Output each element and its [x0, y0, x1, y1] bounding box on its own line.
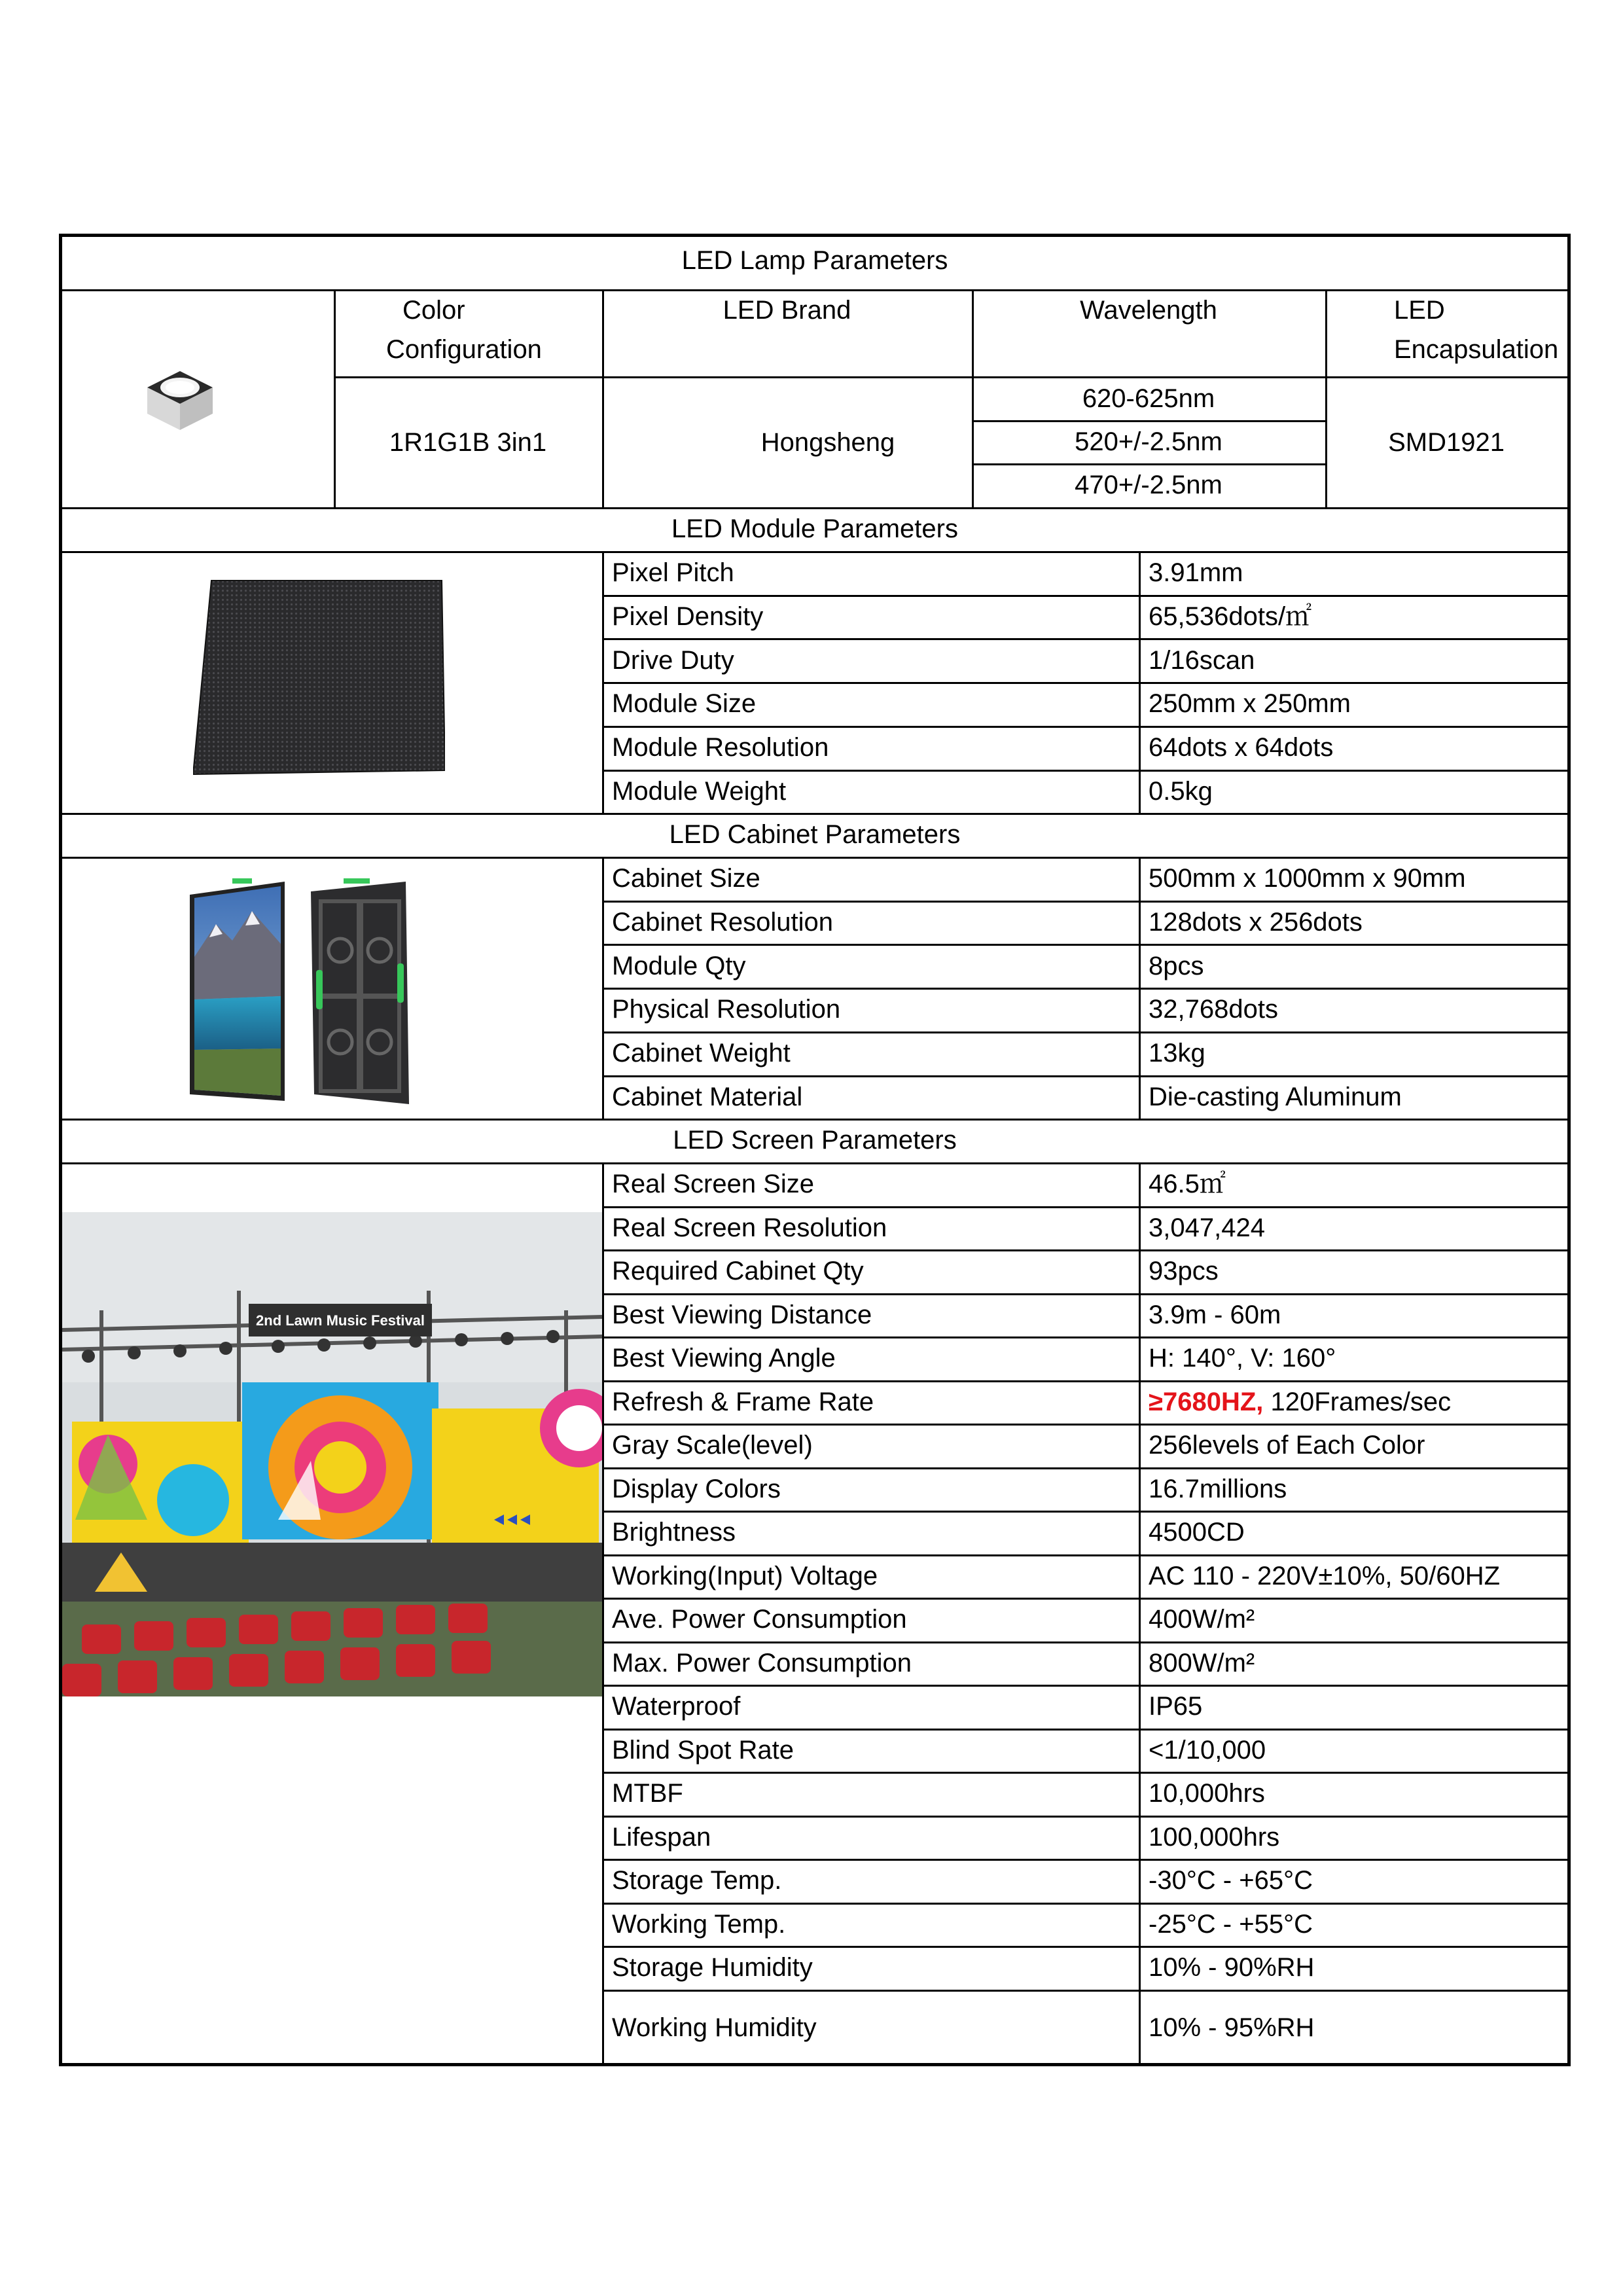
param-value-storage-humidity: 10% - 90%RH	[1149, 1953, 1315, 1982]
divider	[602, 1206, 1567, 1208]
divider	[602, 1511, 1567, 1513]
param-value-cabinet-material: Die-casting Aluminum	[1149, 1082, 1402, 1111]
param-label-blind-spot-rate: Blind Spot Rate	[612, 1735, 794, 1765]
header-color-config-line2: Configuration	[386, 335, 542, 364]
param-value-best-viewing-angle: H: 140°, V: 160°	[1149, 1344, 1336, 1373]
param-value-mtbf: 10,000hrs	[1149, 1779, 1265, 1808]
divider	[602, 1336, 1567, 1338]
divider	[62, 1119, 1567, 1121]
divider	[62, 289, 1567, 291]
divider	[62, 857, 1567, 859]
param-value-gray-scale-level: 256levels of Each Color	[1149, 1431, 1425, 1460]
divider	[602, 1598, 1567, 1600]
param-label-physical-resolution: Physical Resolution	[612, 995, 841, 1024]
param-value-working-humidity: 10% - 95%RH	[1149, 2013, 1315, 2042]
divider	[62, 1162, 1567, 1164]
param-value-cabinet-resolution: 128dots x 256dots	[1149, 908, 1363, 937]
param-label-module-size: Module Size	[612, 689, 757, 719]
param-label-storage-humidity: Storage Humidity	[612, 1953, 813, 1982]
param-value-brightness: 4500CD	[1149, 1518, 1245, 1547]
param-label-required-cabinet-qty: Required Cabinet Qty	[612, 1257, 864, 1286]
spec-sheet	[59, 234, 1571, 2066]
param-value-required-cabinet-qty: 93pcs	[1149, 1257, 1219, 1286]
param-value-waterproof: IP65	[1149, 1692, 1203, 1721]
param-value-working-input-voltage: AC 110 - 220V±10%, 50/60HZ	[1149, 1561, 1501, 1590]
param-value-module-size: 250mm x 250mm	[1149, 689, 1351, 719]
divider	[602, 1990, 1567, 1992]
divider	[602, 944, 1567, 946]
header-color-config-line1: Color	[402, 296, 465, 325]
divider	[334, 289, 336, 507]
divider	[602, 1162, 604, 2066]
param-label-cabinet-size: Cabinet Size	[612, 864, 760, 893]
divider	[602, 1641, 1567, 1643]
led-lamp-image	[144, 368, 216, 433]
param-value-blind-spot-rate: <1/10,000	[1149, 1735, 1266, 1765]
divider	[602, 1249, 1567, 1251]
divider	[602, 901, 1567, 903]
param-label-ave-power-consumption: Ave. Power Consumption	[612, 1605, 907, 1634]
param-label-lifespan: Lifespan	[612, 1822, 711, 1852]
param-label-cabinet-material: Cabinet Material	[612, 1082, 803, 1111]
param-label-pixel-pitch: Pixel Pitch	[612, 558, 734, 588]
param-value-display-colors: 16.7millions	[1149, 1474, 1287, 1503]
param-value-pixel-density: 65,536dots/㎡	[1149, 602, 1312, 632]
param-label-best-viewing-angle: Best Viewing Angle	[612, 1344, 836, 1373]
divider	[602, 595, 1567, 597]
param-label-working-input-voltage: Working(Input) Voltage	[612, 1561, 878, 1590]
param-value-storage-temp: -30°C - +65°C	[1149, 1866, 1313, 1895]
param-label-drive-duty: Drive Duty	[612, 645, 734, 675]
divider	[602, 682, 1567, 684]
param-label-gray-scale-level: Gray Scale(level)	[612, 1431, 813, 1460]
divider	[62, 507, 1567, 509]
screen-section-title: LED Screen Parameters	[673, 1126, 957, 1155]
param-value-module-weight: 0.5kg	[1149, 776, 1213, 806]
divider	[602, 638, 1567, 640]
param-label-module-weight: Module Weight	[612, 776, 787, 806]
divider	[602, 1772, 1567, 1774]
param-label-cabinet-weight: Cabinet Weight	[612, 1039, 791, 1068]
divider	[1325, 289, 1327, 507]
param-label-working-temp: Working Temp.	[612, 1909, 786, 1939]
param-label-working-humidity: Working Humidity	[612, 2013, 817, 2042]
param-label-waterproof: Waterproof	[612, 1692, 741, 1721]
param-label-real-screen-resolution: Real Screen Resolution	[612, 1213, 887, 1242]
param-label-real-screen-size: Real Screen Size	[612, 1170, 815, 1199]
param-value-max-power-consumption: 800W/m²	[1149, 1648, 1255, 1677]
header-encapsulation-line1: LED	[1394, 296, 1445, 325]
divider	[602, 988, 1567, 990]
param-value-pixel-pitch: 3.91mm	[1149, 558, 1243, 588]
param-value-ave-power-consumption: 400W/m²	[1149, 1605, 1255, 1634]
encapsulation-value: SMD1921	[1388, 428, 1505, 457]
stage-banner-text: 2nd Lawn Music Festival	[256, 1312, 425, 1329]
wavelength-red: 620-625nm	[1082, 384, 1215, 413]
divider	[602, 1685, 1567, 1687]
divider	[972, 420, 1325, 422]
wavelength-blue: 470+/-2.5nm	[1075, 471, 1222, 499]
param-label-storage-temp: Storage Temp.	[612, 1866, 782, 1895]
cabinet-section-title: LED Cabinet Parameters	[669, 820, 961, 849]
divider	[1139, 1162, 1141, 2066]
header-wavelength: Wavelength	[1080, 296, 1217, 325]
divider	[602, 1293, 1567, 1295]
param-label-best-viewing-distance: Best Viewing Distance	[612, 1300, 872, 1329]
param-label-max-power-consumption: Max. Power Consumption	[612, 1648, 912, 1677]
header-led-brand: LED Brand	[722, 296, 851, 325]
divider	[602, 1729, 1567, 1731]
param-value-refresh-frame-rate	[1149, 1386, 1451, 1418]
header-encapsulation-line2: Encapsulation	[1394, 335, 1559, 364]
module-section-title: LED Module Parameters	[671, 514, 958, 543]
param-value-module-qty: 8pcs	[1149, 951, 1204, 980]
param-value-module-resolution: 64dots x 64dots	[1149, 733, 1334, 762]
divider	[602, 1031, 1567, 1033]
frame-rate-text: 120Frames/sec	[1263, 1387, 1452, 1416]
divider	[602, 1380, 1567, 1382]
divider	[602, 1859, 1567, 1861]
divider	[334, 376, 1567, 378]
param-value-real-screen-resolution: 3,047,424	[1149, 1213, 1265, 1242]
stage-photo	[62, 1212, 602, 1696]
divider	[602, 726, 1567, 728]
led-module-image	[193, 579, 445, 776]
param-value-lifespan: 100,000hrs	[1149, 1822, 1280, 1852]
divider	[602, 1816, 1567, 1818]
param-value-real-screen-size: 46.5㎡	[1149, 1170, 1226, 1199]
divider	[62, 813, 1567, 815]
param-label-refresh-frame-rate: Refresh & Frame Rate	[612, 1387, 874, 1416]
led-cabinet-image	[187, 878, 465, 1107]
divider	[602, 1946, 1567, 1948]
param-value-best-viewing-distance: 3.9m - 60m	[1149, 1300, 1281, 1329]
param-label-mtbf: MTBF	[612, 1779, 683, 1808]
param-label-brightness: Brightness	[612, 1518, 736, 1547]
param-label-display-colors: Display Colors	[612, 1474, 781, 1503]
param-value-cabinet-weight: 13kg	[1149, 1039, 1205, 1068]
divider	[602, 1075, 1567, 1077]
param-value-working-temp: -25°C - +55°C	[1149, 1909, 1313, 1939]
divider	[972, 463, 1325, 465]
divider	[602, 1467, 1567, 1469]
param-label-module-qty: Module Qty	[612, 951, 746, 980]
refresh-rate-highlight: ≥7680HZ,	[1149, 1387, 1264, 1416]
divider	[602, 770, 1567, 772]
param-label-pixel-density: Pixel Density	[612, 602, 764, 632]
param-label-module-resolution: Module Resolution	[612, 733, 829, 762]
param-label-cabinet-resolution: Cabinet Resolution	[612, 908, 833, 937]
color-config-value: 1R1G1B 3in1	[389, 428, 547, 457]
led-brand-value: Hongsheng	[760, 428, 895, 457]
param-value-drive-duty: 1/16scan	[1149, 645, 1255, 675]
divider	[62, 551, 1567, 553]
divider	[602, 1554, 1567, 1556]
divider	[602, 1424, 1567, 1426]
param-value-cabinet-size: 500mm x 1000mm x 90mm	[1149, 864, 1466, 893]
lamp-section-title: LED Lamp Parameters	[681, 246, 948, 275]
wavelength-green: 520+/-2.5nm	[1075, 427, 1222, 456]
param-value-physical-resolution: 32,768dots	[1149, 995, 1278, 1024]
divider	[602, 1903, 1567, 1905]
